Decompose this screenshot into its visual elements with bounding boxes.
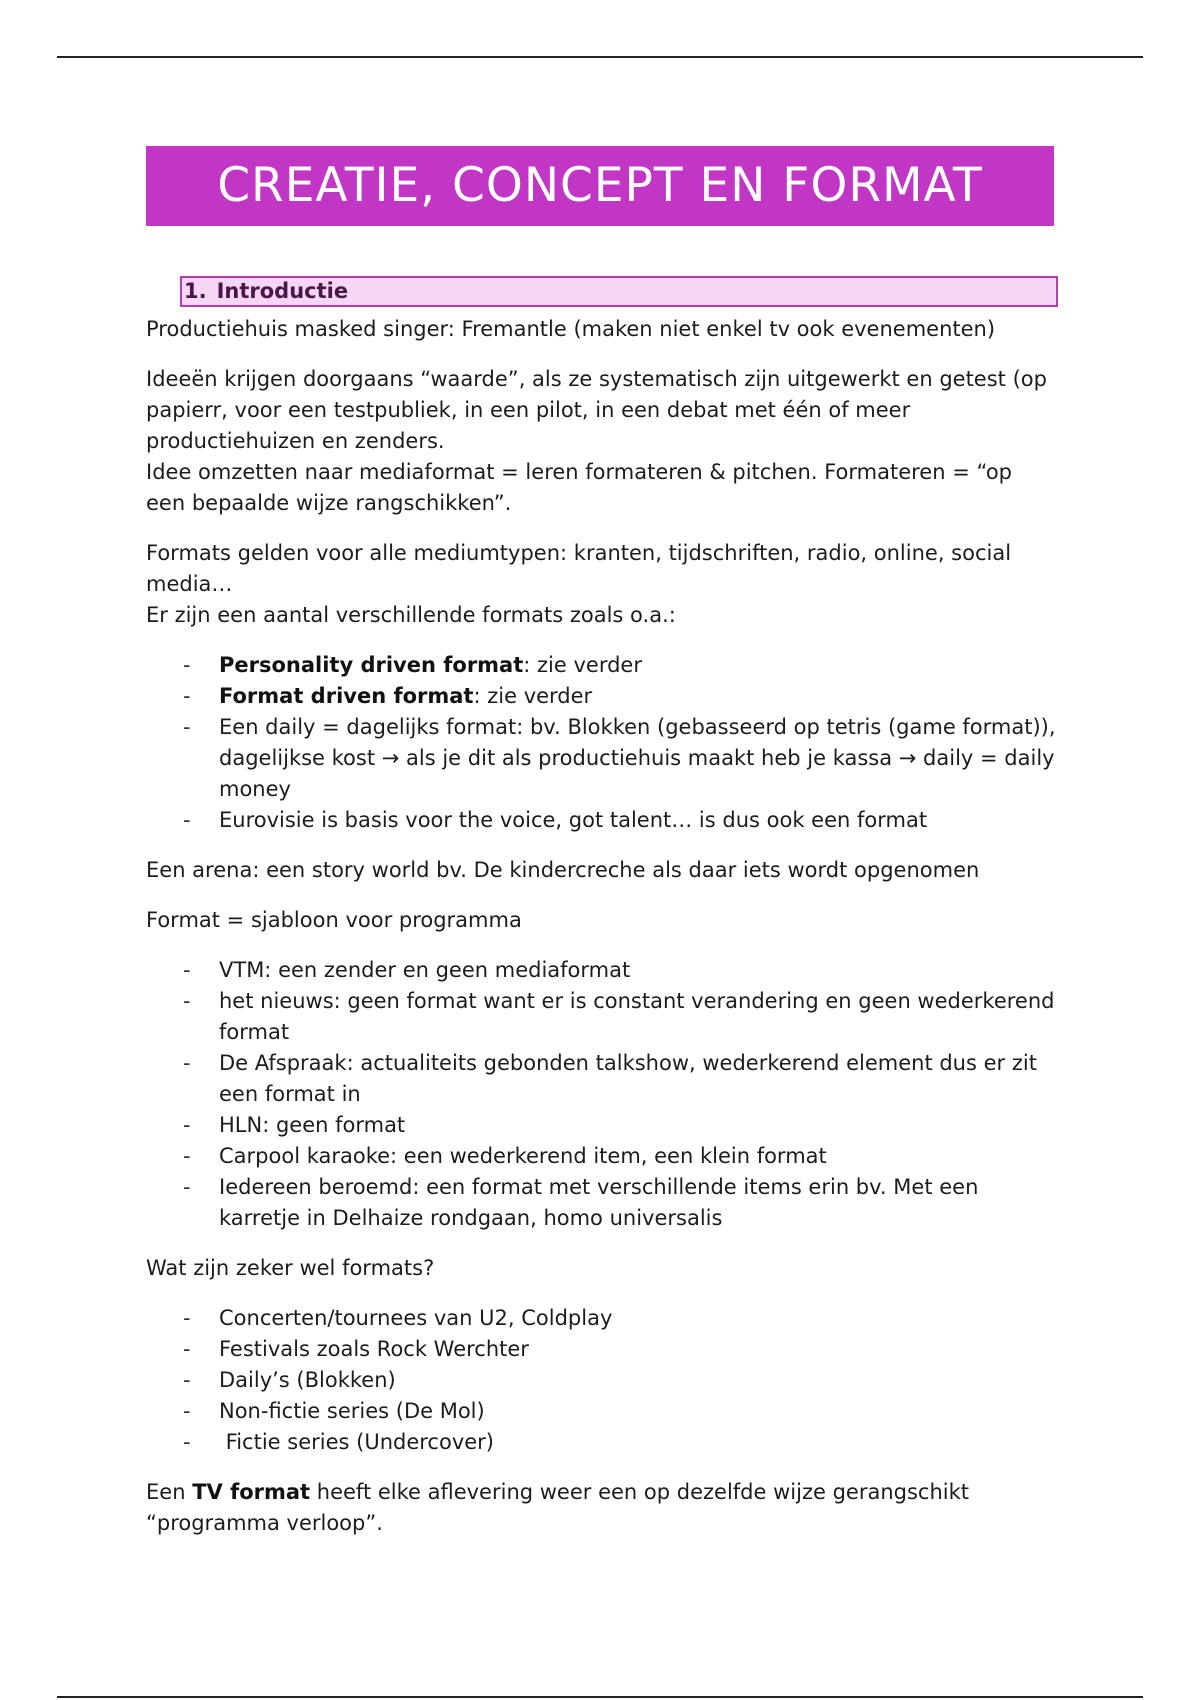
paragraph-zeker-formats: Wat zijn zeker wel formats? (146, 1256, 435, 1280)
list-item: - HLN: geen format (219, 1110, 1056, 1141)
paragraph-text: Een (146, 1480, 193, 1504)
format-types-list (146, 650, 1056, 836)
document-body (146, 146, 1056, 1539)
list-item: - het nieuws: geen format want er is constant verandering en geen wederkerend format (219, 986, 1056, 1048)
list-item-bold: Personality driven format (219, 653, 524, 677)
bottom-rule (57, 1696, 1143, 1698)
list-item: - De Afspraak: actualiteits gebonden talkshow, wederkerend element dus er zit een format in (219, 1048, 1056, 1110)
list-item: - Fictie series (Undercover) (219, 1427, 1056, 1458)
list-item: - Carpool karaoke: een wederkerend item, een klein format (219, 1141, 1056, 1172)
paragraph-productiehuis: Productiehuis masked singer: Fremantle (maken niet enkel tv ook evenementen) (146, 317, 996, 341)
paragraph-text: heeft elke aflevering weer een op dezelfde wijze gerangschikt “programma verloop”. (146, 1480, 969, 1535)
paragraph-sjabloon: Format = sjabloon voor programma (146, 908, 522, 932)
list-item (219, 681, 1056, 712)
list-item: - VTM: een zender en geen mediaformat (219, 955, 1056, 986)
list-item-text: : zie verder (523, 653, 642, 677)
paragraph-idee-omzetten: Idee omzetten naar mediaformat = leren formateren & pitchen. Formateren = “op een bepaalde wijze rangschikken”. (146, 460, 1013, 515)
paragraph-ideeen: Ideeën krijgen doorgaans “waarde”, als ze systematisch zijn uitgewerkt en getest (op papierr, voor een testpubliek, in een pilot, in een debat met één of meer productiehuizen en zenders. (146, 367, 1047, 453)
list-item-text: : zie verder (473, 684, 593, 708)
list-item: - Een daily = dagelijks format: bv. Blokken (gebasseerd op tetris (game format)), dagelijkse kost → als je dit als productiehuis maakt heb je kassa → daily = daily money (219, 712, 1056, 805)
section-heading (180, 276, 1058, 307)
list-item: - Concerten/tournees van U2, Coldplay (219, 1303, 1056, 1334)
list-item: - Eurovisie is basis voor the voice, got talent… is dus ook een format (219, 805, 1056, 836)
paragraph-formats-gelden: Formats gelden voor alle mediumtypen: kranten, tijdschriften, radio, online, social media… (146, 541, 1012, 596)
section-number: 1. (184, 279, 207, 303)
sure-formats-list (146, 1303, 1056, 1458)
tv-format-bold: TV format (192, 1480, 311, 1504)
format-examples-list (146, 955, 1056, 1234)
top-rule (57, 56, 1143, 58)
list-item: - Festivals zoals Rock Werchter (219, 1334, 1056, 1365)
paragraph-arena: Een arena: een story world bv. De kindercreche als daar iets wordt opgenomen (146, 858, 980, 882)
document-title: CREATIE, CONCEPT EN FORMAT (146, 146, 1054, 226)
list-item: - Iedereen beroemd: een format met verschillende items erin bv. Met een karretje in Delhaize rondgaan, homo universalis (219, 1172, 1056, 1234)
list-item-bold: Format driven format (219, 684, 474, 708)
paragraph-tv-format (146, 1477, 1056, 1539)
section-heading-text: Introductie (216, 279, 349, 303)
paragraph-verschillende-formats: Er zijn een aantal verschillende formats zoals o.a.: (146, 603, 676, 627)
list-item (219, 650, 1056, 681)
list-item: - Daily’s (Blokken) (219, 1365, 1056, 1396)
list-item: - Non-fictie series (De Mol) (219, 1396, 1056, 1427)
